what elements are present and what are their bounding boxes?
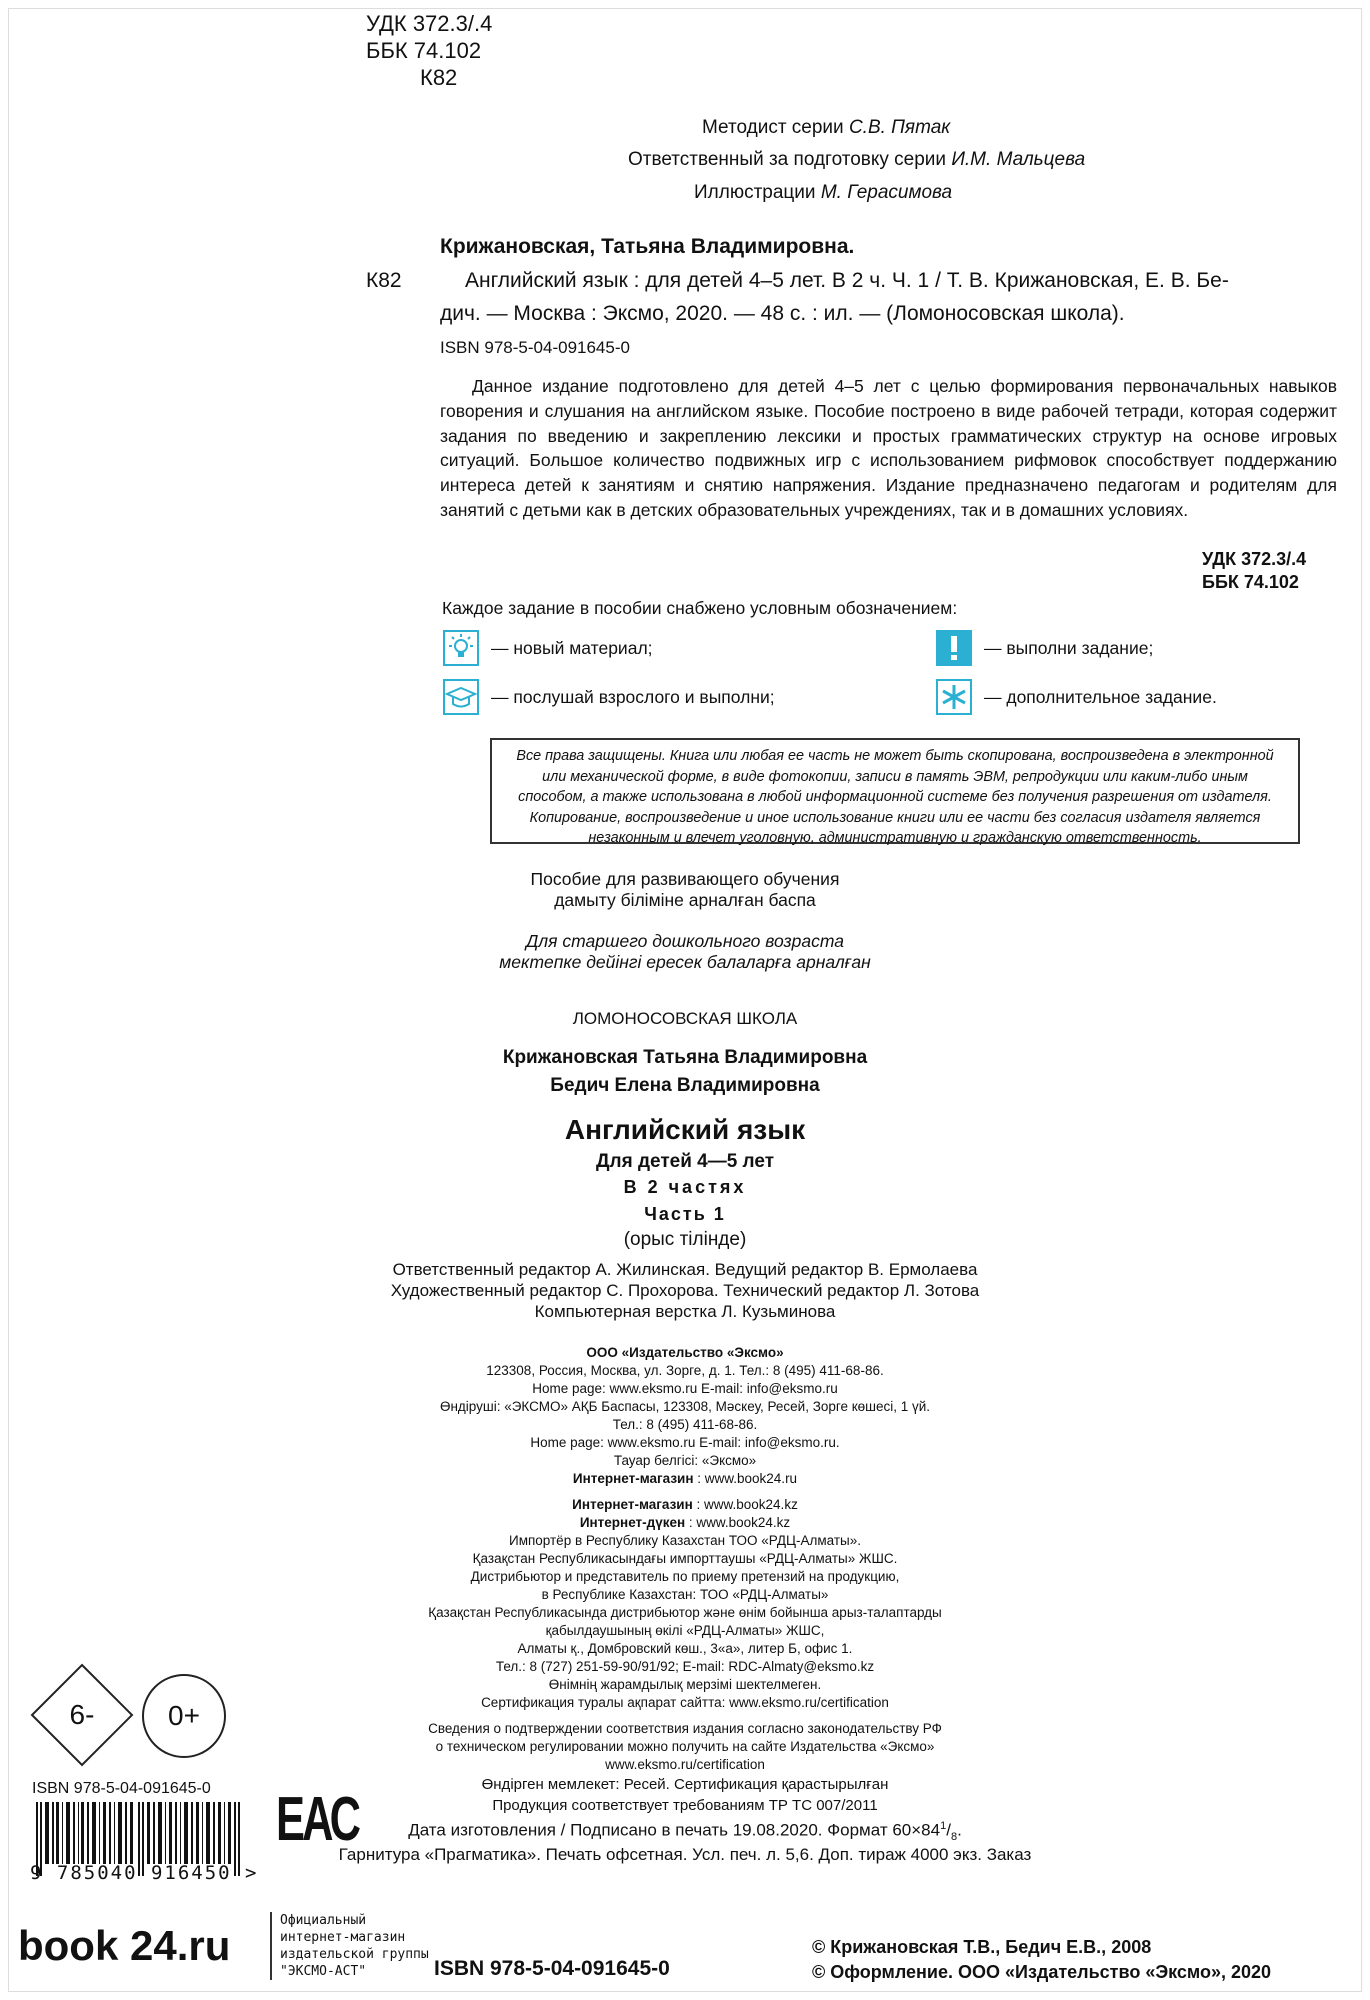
imprint-line: Тел.: 8 (495) 411-68-86.: [612, 1417, 758, 1432]
exclamation-icon: [936, 630, 972, 666]
udk-code: УДК 372.3/.4: [366, 11, 493, 36]
book24-logo[interactable]: book 24.ru: [18, 1922, 231, 1969]
kz-line: в Республике Казахстан: ТОО «РДЦ-Алматы»: [541, 1587, 829, 1602]
print-date: Дата изготовления / Подписано в печать 19.08.2020. Формат $60\times 84^1/_8$.: [408, 1820, 962, 1844]
age-circle-mark: 0+: [142, 1674, 226, 1758]
shop-ru: Интернет-магазин : www.book24.ru: [572, 1471, 798, 1486]
kz-line: Дистрибьютор и представитель по приему претензий на продукцию,: [470, 1569, 900, 1584]
rights-notice: Все права защищены. Книга или любая ее часть не может быть скопирована, воспроизведена в электронной или механической форме, в виде фотокопии, записи в память ЭВМ, репродукции или каким-либо иным способом, а также использована в любой информационной системе без получения разрешения от издателя. Копирование, воспроизведение и иное использование книги или ее части без согласия издателя является незаконным и влечет уголовную, административную и гражданскую ответственность.: [490, 738, 1300, 844]
age-line-1: Для старшего дошкольного возраста: [525, 931, 845, 951]
book-language: (орыс тілінде): [623, 1229, 747, 1250]
biblio-code: К82: [366, 269, 402, 292]
annotation-bbk: ББК 74.102: [1202, 572, 1299, 592]
eac-mark: ЕАС: [276, 1785, 359, 1854]
publisher-name: ООО «Издательство «Эксмо»: [586, 1345, 784, 1360]
biblio-isbn: ISBN 978-5-04-091645-0: [440, 338, 630, 357]
legend-item-listen: — послушай взрослого и выполни;: [443, 679, 775, 715]
book-part: Часть 1: [644, 1204, 726, 1224]
legend-item-new: — новый материал;: [443, 630, 653, 666]
made-in: Өндірген мемлекет: Ресей. Сертификация қарастырылған: [481, 1776, 889, 1793]
kz-line: Сертификация туралы ақпарат сайтта: www.eksmo.ru/certification: [481, 1695, 889, 1710]
kz-line: Алматы қ., Домбровский көш., 3«а», литер Б, офис 1.: [517, 1641, 853, 1656]
barcode-digits: 9 785040 916450 >: [30, 1862, 259, 1884]
asterisk-icon: [936, 679, 972, 715]
kz-line: Қазақстан Республикасында дистрибьютор және өнім бойынша арыз-талаптарды: [428, 1605, 942, 1620]
author-1: Крижановская Татьяна Владимировна: [502, 1047, 868, 1068]
credit-methodist: Методист серии С.В. Пятак: [702, 117, 951, 138]
imprint-line: Home page: www.eksmo.ru E-mail: info@eksmo.ru: [532, 1381, 838, 1396]
editors-line-2: Художественный редактор С. Прохорова. Технический редактор Л. Зотова: [390, 1281, 980, 1300]
copyright-line-2: © Оформление. ООО «Издательство «Эксмо», 2020: [812, 1962, 1272, 1982]
purpose-line-2: дамыту біліміне арналған баспа: [554, 890, 816, 910]
age-line-2: мектепке дейінгі ересек балаларға арналған: [499, 952, 871, 972]
isbn-bottom: ISBN 978-5-04-091645-0: [434, 1957, 670, 1980]
imprint-line: 123308, Россия, Москва, ул. Зорге, д. 1. Тел.: 8 (495) 411-68-86.: [486, 1363, 884, 1378]
credit-series-editor: Ответственный за подготовку серии И.М. Мальцева: [628, 149, 1086, 170]
cert-line: Сведения о подтверждении соответствия издания согласно законодательству РФ: [428, 1721, 942, 1736]
copyright-line-1: © Крижановская Т.В., Бедич Е.В., 2008: [812, 1937, 1152, 1957]
kz-line: Өнімнің жарамдылық мерзімі шектелмеген.: [548, 1677, 822, 1692]
lightbulb-icon: [443, 630, 479, 666]
biblio-line-2: дич. — Москва : Эксмо, 2020. — 48 с. : ил. — (Ломоносовская школа).: [440, 302, 1125, 325]
book-parts: В 2 частях: [623, 1177, 747, 1197]
author-2: Бедич Елена Владимировна: [550, 1075, 820, 1096]
imprint-line: Тауар белгісі: «Эксмо»: [613, 1453, 757, 1468]
biblio-author: Крижановская, Татьяна Владимировна.: [440, 235, 855, 258]
book-subtitle: Для детей 4—5 лет: [595, 1151, 775, 1172]
editors-line-3: Компьютерная верстка Л. Кузьминова: [534, 1302, 836, 1321]
book-title: Английский язык: [564, 1114, 806, 1145]
cert-line: о техническом регулировании можно получить на сайте Издательства «Эксмо»: [435, 1739, 935, 1754]
legend-item-task: — выполни задание;: [936, 630, 1153, 666]
series-name: ЛОМОНОСОВСКАЯ ШКОЛА: [572, 1009, 798, 1028]
age-diamond-mark: 6-: [30, 1663, 134, 1767]
shop-kz-kaz: Интернет-дүкен : www.book24.kz: [579, 1515, 791, 1530]
kz-line: Тел.: 8 (727) 251-59-90/91/92; E-mail: RDC-Almaty@eksmo.kz: [495, 1659, 875, 1674]
print-details: Гарнитура «Прагматика». Печать офсетная. Усл. печ. л. 5,6. Доп. тираж 4000 экз. Заказ: [338, 1845, 1032, 1864]
shop-kz: Интернет-магазин : www.book24.kz: [572, 1497, 798, 1512]
legend-intro: Каждое задание в пособии снабжено условным обозначением:: [442, 598, 958, 618]
cert-line: www.eksmo.ru/certification: [605, 1757, 765, 1772]
product-standard: Продукция соответствует требованиям ТР ТС 007/2011: [492, 1797, 878, 1814]
shop-note: Официальный интернет-магазин издательской группы "ЭКСМО-АСТ": [270, 1912, 429, 1980]
graduation-cap-icon: [443, 679, 479, 715]
biblio-line-1: Английский язык : для детей 4–5 лет. В 2 ч. Ч. 1 / Т. В. Крижановская, Е. В. Бе-: [465, 269, 1229, 292]
annotation-udk: УДК 372.3/.4: [1202, 549, 1307, 569]
kz-line: қабылдаушының өкілі «РДЦ-Алматы» ЖШС,: [545, 1623, 825, 1638]
kz-line: Импортёр в Республику Казахстан ТОО «РДЦ-Алматы».: [508, 1533, 862, 1548]
legend-item-extra: — дополнительное задание.: [936, 679, 1217, 715]
purpose-line-1: Пособие для развивающего обучения: [530, 869, 840, 889]
author-sign: К82: [420, 65, 458, 90]
bbk-code: ББК 74.102: [366, 38, 482, 63]
credit-illustrations: Иллюстрации М. Герасимова: [694, 182, 953, 203]
editors-line-1: Ответственный редактор А. Жилинская. Ведущий редактор В. Ермолаева: [392, 1260, 978, 1279]
annotation: Данное издание подготовлено для детей 4–5 лет с целью формирования первоначальных навыков говорения и слушания на английском языке. Пособие построено в виде рабочей тетради, которая содержит задания по введению и закреплению лексики и простых грамматических структур на основе игровых ситуаций. Большое количество подвижных игр с использованием рифмовок способствует поддержанию интереса детей к занятиям и снятию напряжения. Издание предназначено педагогам и родителям для занятий с детьми как в детских образовательных учреждениях, так и в домашних условиях.: [440, 376, 1337, 520]
imprint-line: Өндіруші: «ЭКСМО» АҚБ Баспасы, 123308, Мәскеу, Ресей, Зорге көшесі, 1 үй.: [439, 1399, 931, 1414]
kz-line: Қазақстан Республикасындағы импорттаушы «РДЦ-Алматы» ЖШС.: [472, 1551, 898, 1566]
barcode-isbn: ISBN 978-5-04-091645-0: [32, 1780, 211, 1797]
imprint-line: Home page: www.eksmo.ru E-mail: info@eksmo.ru.: [530, 1435, 840, 1450]
